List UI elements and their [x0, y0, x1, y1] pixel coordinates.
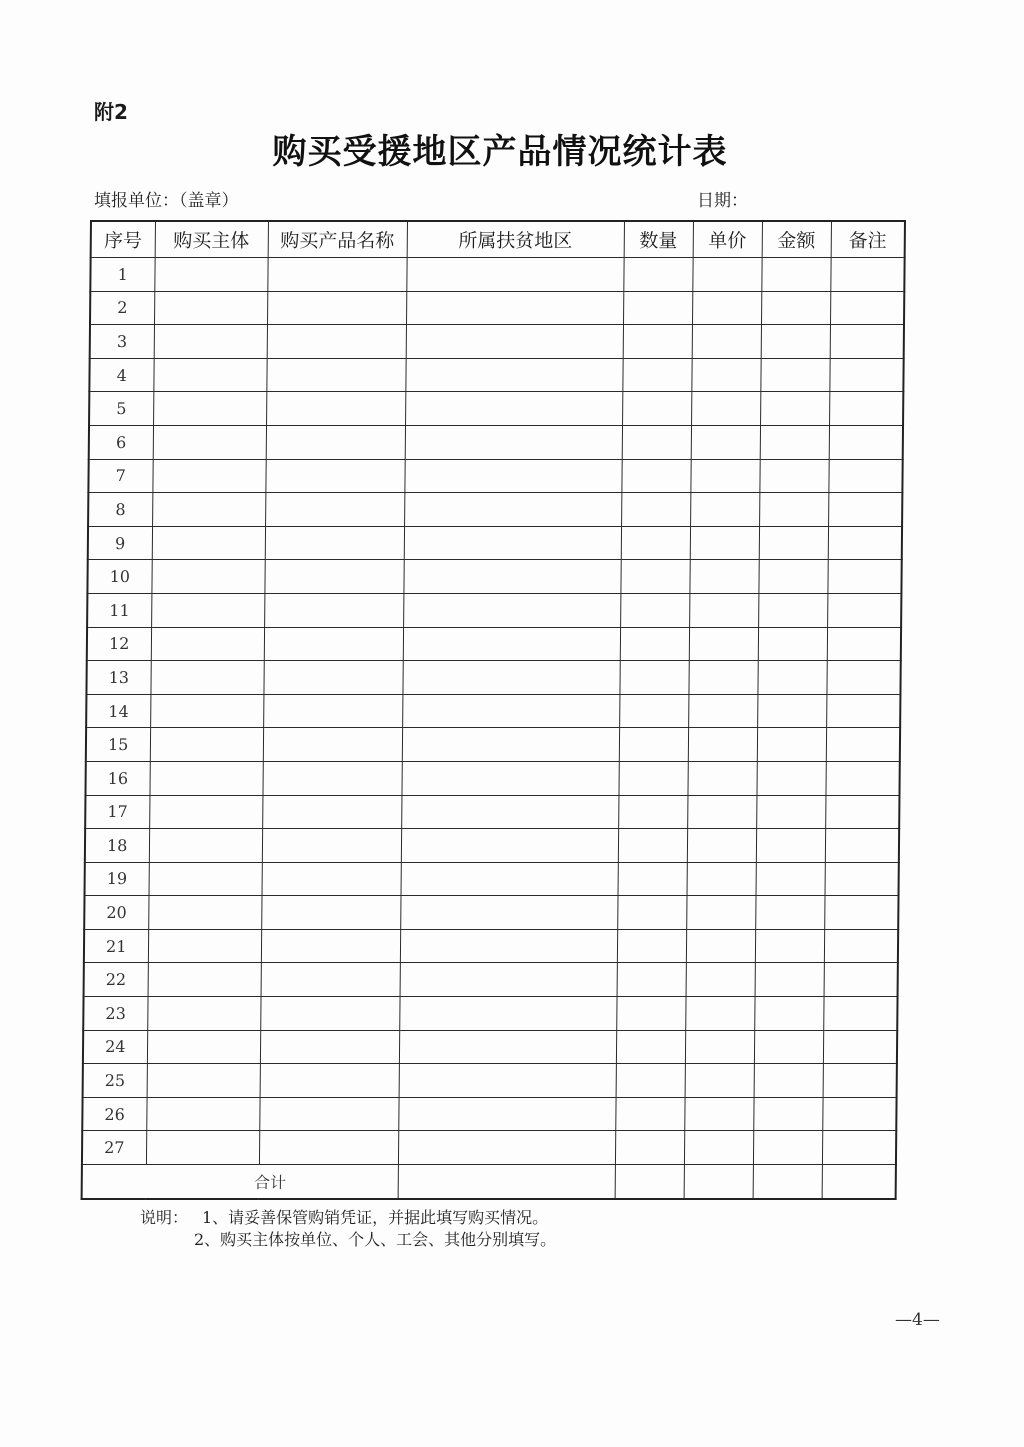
table-cell [620, 560, 689, 594]
page-number: —4— [895, 1310, 940, 1330]
row-number: 18 [85, 829, 149, 863]
table-cell [404, 493, 621, 527]
table-cell [264, 593, 403, 627]
table-cell [761, 291, 830, 325]
table-cell [153, 358, 266, 392]
table-row [82, 1131, 896, 1165]
table-cell [755, 896, 824, 930]
table-cell [823, 997, 897, 1031]
row-number: 3 [90, 325, 154, 359]
row-number: 15 [86, 728, 150, 762]
table-cell [758, 593, 827, 627]
table-cell [826, 694, 900, 728]
table-cell [151, 560, 264, 594]
total-label: 合计 [82, 1165, 398, 1199]
table-row [87, 560, 901, 594]
table-row [83, 1064, 897, 1098]
header-poverty-region: 所属扶贫地区 [407, 221, 624, 258]
table-row [89, 425, 903, 459]
table-cell [689, 627, 758, 661]
table-cell [689, 560, 758, 594]
table-header-row [91, 221, 905, 258]
table-cell [259, 1097, 398, 1131]
table-cell [402, 694, 619, 728]
table-cell [263, 661, 402, 695]
table-cell [262, 829, 401, 863]
table-cell [401, 761, 618, 795]
row-number: 24 [83, 1030, 147, 1064]
page-title: 购买受援地区产品情况统计表 [272, 132, 728, 172]
table-cell [262, 795, 401, 829]
table-cell [760, 425, 829, 459]
date-label: 日期： [697, 191, 748, 211]
table-cell [401, 862, 618, 896]
table-cell [691, 358, 760, 392]
total-cell [753, 1165, 822, 1199]
table-cell [260, 997, 399, 1031]
table-cell [828, 526, 902, 560]
table-cell [621, 459, 690, 493]
table-cell [267, 325, 406, 359]
table-cell [687, 761, 756, 795]
total-cell [684, 1165, 753, 1199]
row-number: 25 [83, 1064, 147, 1098]
table-cell [405, 425, 622, 459]
table-cell [756, 862, 825, 896]
table-cell [759, 459, 828, 493]
table-cell [829, 425, 903, 459]
table-cell [688, 728, 757, 762]
table-cell [756, 829, 825, 863]
row-number: 14 [86, 694, 150, 728]
row-number: 8 [88, 493, 152, 527]
row-number: 27 [82, 1131, 146, 1165]
header-unit-price: 单价 [693, 221, 762, 258]
table-cell [149, 862, 262, 896]
table-row [87, 627, 901, 661]
table-cell [150, 728, 263, 762]
row-number: 13 [86, 661, 150, 695]
note-item: 1、请妥善保管购销凭证，并据此填写购买情况。 [202, 1208, 549, 1227]
table-cell [757, 661, 826, 695]
table-cell [151, 593, 264, 627]
table-cell [618, 829, 687, 863]
table-cell [685, 1064, 754, 1098]
table-cell [615, 1131, 684, 1165]
table-cell [754, 997, 823, 1031]
row-number: 12 [87, 627, 151, 661]
table-cell [403, 560, 620, 594]
table-cell [830, 291, 904, 325]
table-cell [265, 526, 404, 560]
table-cell [691, 425, 760, 459]
table-cell [623, 258, 692, 292]
table-cell [148, 963, 261, 997]
table-cell [687, 862, 756, 896]
header-quantity: 数量 [624, 221, 693, 258]
table-cell [399, 1064, 616, 1098]
table-cell [405, 392, 622, 426]
note-item: 2、购买主体按单位、个人、工会、其他分别填写。 [194, 1230, 557, 1249]
table-row [85, 761, 899, 795]
table-cell [153, 425, 266, 459]
table-cell [405, 358, 622, 392]
table-cell [402, 728, 619, 762]
table-cell [406, 325, 623, 359]
table-cell [149, 829, 262, 863]
table-row [88, 459, 902, 493]
table-cell [401, 829, 618, 863]
attachment-label: 附2 [94, 100, 128, 124]
row-number: 4 [89, 358, 153, 392]
table-cell [146, 1097, 259, 1131]
table-cell [267, 258, 406, 292]
table-cell [757, 728, 826, 762]
table-cell [403, 627, 620, 661]
table-cell [263, 728, 402, 762]
table-cell [261, 929, 400, 963]
total-cell [615, 1165, 684, 1199]
statistics-table [81, 220, 906, 1200]
table-cell [153, 392, 266, 426]
table-cell [760, 392, 829, 426]
notes-section [140, 1207, 556, 1251]
table-cell [148, 896, 261, 930]
table-cell [759, 526, 828, 560]
table-cell [152, 459, 265, 493]
table-cell [619, 728, 688, 762]
table-row [90, 258, 904, 292]
table-cell [154, 291, 267, 325]
table-cell [616, 1064, 685, 1098]
table-cell [615, 1097, 684, 1131]
table-cell [755, 929, 824, 963]
table-cell [622, 425, 691, 459]
table-cell [758, 627, 827, 661]
table-cell [692, 291, 761, 325]
table-cell [619, 694, 688, 728]
table-cell [687, 829, 756, 863]
table-row [82, 1097, 896, 1131]
table-cell [148, 929, 261, 963]
notes-label: 说明： [140, 1208, 189, 1227]
table-cell [261, 896, 400, 930]
table-cell [822, 1097, 896, 1131]
table-cell [616, 997, 685, 1031]
table-cell [261, 963, 400, 997]
table-cell [152, 526, 265, 560]
table-cell [825, 761, 899, 795]
table-row [85, 862, 899, 896]
table-cell [684, 1131, 753, 1165]
table-cell [760, 358, 829, 392]
row-number: 23 [83, 997, 147, 1031]
table-cell [400, 896, 617, 930]
header-serial-number: 序号 [91, 221, 155, 258]
table-cell [825, 829, 899, 863]
table-cell [262, 761, 401, 795]
table-row [83, 997, 897, 1031]
table-cell [761, 258, 830, 292]
table-cell [686, 929, 755, 963]
table-cell [263, 694, 402, 728]
table-cell [401, 795, 618, 829]
table-cell [686, 963, 755, 997]
table-cell [829, 358, 903, 392]
table-cell [828, 459, 902, 493]
table-cell [398, 1131, 615, 1165]
table-row [84, 963, 898, 997]
table-cell [402, 661, 619, 695]
table-cell [617, 929, 686, 963]
table-cell [824, 963, 898, 997]
table-cell [149, 761, 262, 795]
table-row [84, 929, 898, 963]
total-cell [398, 1165, 615, 1199]
header-purchaser: 购买主体 [155, 221, 268, 258]
row-number: 22 [84, 963, 148, 997]
table-cell [154, 258, 267, 292]
table-cell [406, 291, 623, 325]
table-cell [690, 526, 759, 560]
row-number: 17 [85, 795, 149, 829]
table-row [87, 593, 901, 627]
table-cell [617, 896, 686, 930]
row-number: 1 [90, 258, 154, 292]
row-number: 11 [87, 593, 151, 627]
table-cell [756, 761, 825, 795]
table-cell [685, 997, 754, 1031]
table-cell [688, 694, 757, 728]
table-cell [618, 795, 687, 829]
table-cell [622, 358, 691, 392]
table-cell [616, 1030, 685, 1064]
table-cell [687, 795, 756, 829]
table-cell [147, 1030, 260, 1064]
table-cell [829, 392, 903, 426]
table-cell [617, 963, 686, 997]
row-number: 6 [89, 425, 153, 459]
table-cell [825, 862, 899, 896]
table-cell [825, 795, 899, 829]
header-amount: 金额 [762, 221, 831, 258]
table-cell [689, 593, 758, 627]
table-cell [406, 258, 623, 292]
table-row [84, 896, 898, 930]
table-row [88, 526, 902, 560]
table-cell [753, 1097, 822, 1131]
table-cell [690, 459, 759, 493]
table-cell [690, 493, 759, 527]
table-cell [147, 997, 260, 1031]
reporting-unit-label: 填报单位：（盖章） [94, 191, 239, 211]
table-row [89, 358, 903, 392]
row-number: 9 [88, 526, 152, 560]
table-cell [618, 761, 687, 795]
table-cell [623, 291, 692, 325]
row-number: 21 [84, 929, 148, 963]
table-cell [623, 325, 692, 359]
table-cell [266, 358, 405, 392]
table-cell [152, 493, 265, 527]
table-cell [146, 1131, 259, 1165]
total-cell [822, 1165, 896, 1199]
table-cell [753, 1131, 822, 1165]
table-cell [265, 493, 404, 527]
row-number: 10 [87, 560, 151, 594]
table-cell [260, 1064, 399, 1098]
table-cell [754, 1064, 823, 1098]
table-cell [692, 258, 761, 292]
table-cell [399, 1030, 616, 1064]
table-cell [264, 560, 403, 594]
table-row [85, 795, 899, 829]
table-cell [761, 325, 830, 359]
table-cell [154, 325, 267, 359]
row-number: 7 [88, 459, 152, 493]
table-row [85, 829, 899, 863]
table-cell [824, 929, 898, 963]
table-cell [824, 896, 898, 930]
row-number: 19 [85, 862, 149, 896]
table-cell [147, 1064, 260, 1098]
table-cell [826, 661, 900, 695]
table-cell [260, 1030, 399, 1064]
table-cell [754, 1030, 823, 1064]
table-cell [826, 728, 900, 762]
table-cell [404, 526, 621, 560]
table-cell [684, 1097, 753, 1131]
header-product-name: 购买产品名称 [268, 221, 407, 258]
row-number: 16 [85, 761, 149, 795]
table-row [83, 1030, 897, 1064]
table-cell [621, 526, 690, 560]
table-cell [150, 694, 263, 728]
row-number: 5 [89, 392, 153, 426]
table-cell [620, 627, 689, 661]
table-cell [692, 325, 761, 359]
table-cell [622, 392, 691, 426]
table-cell [823, 1064, 897, 1098]
table-cell [404, 459, 621, 493]
table-cell [827, 560, 901, 594]
table-row [88, 493, 902, 527]
table-row [86, 728, 900, 762]
table-cell [151, 627, 264, 661]
table-row [90, 291, 904, 325]
table-cell [830, 325, 904, 359]
table-cell [400, 963, 617, 997]
table-body [82, 258, 905, 1165]
table-cell [822, 1131, 896, 1165]
table-cell [403, 593, 620, 627]
table-cell [264, 627, 403, 661]
table-cell [267, 291, 406, 325]
table-cell [827, 627, 901, 661]
table-cell [618, 862, 687, 896]
table-cell [827, 593, 901, 627]
table-cell [259, 1131, 398, 1165]
table-cell [266, 392, 405, 426]
table-row [86, 661, 900, 695]
row-number: 20 [84, 896, 148, 930]
table-cell [262, 862, 401, 896]
table-cell [400, 929, 617, 963]
table-cell [757, 694, 826, 728]
table-cell [759, 493, 828, 527]
table-row [90, 325, 904, 359]
table-row [86, 694, 900, 728]
table-cell [756, 795, 825, 829]
table-cell [621, 493, 690, 527]
table-cell [620, 593, 689, 627]
table-cell [399, 997, 616, 1031]
table-cell [266, 425, 405, 459]
total-row [82, 1165, 896, 1199]
row-number: 26 [82, 1097, 146, 1131]
header-remarks: 备注 [831, 221, 905, 258]
row-number: 2 [90, 291, 154, 325]
table-cell [828, 493, 902, 527]
table-cell [688, 661, 757, 695]
table-cell [265, 459, 404, 493]
table-cell [823, 1030, 897, 1064]
table-cell [685, 1030, 754, 1064]
table-cell [691, 392, 760, 426]
table-cell [758, 560, 827, 594]
table-cell [150, 661, 263, 695]
table-cell [398, 1097, 615, 1131]
table-cell [619, 661, 688, 695]
table-row [89, 392, 903, 426]
table-cell [686, 896, 755, 930]
table-cell [755, 963, 824, 997]
table-cell [149, 795, 262, 829]
table-cell [830, 258, 904, 292]
